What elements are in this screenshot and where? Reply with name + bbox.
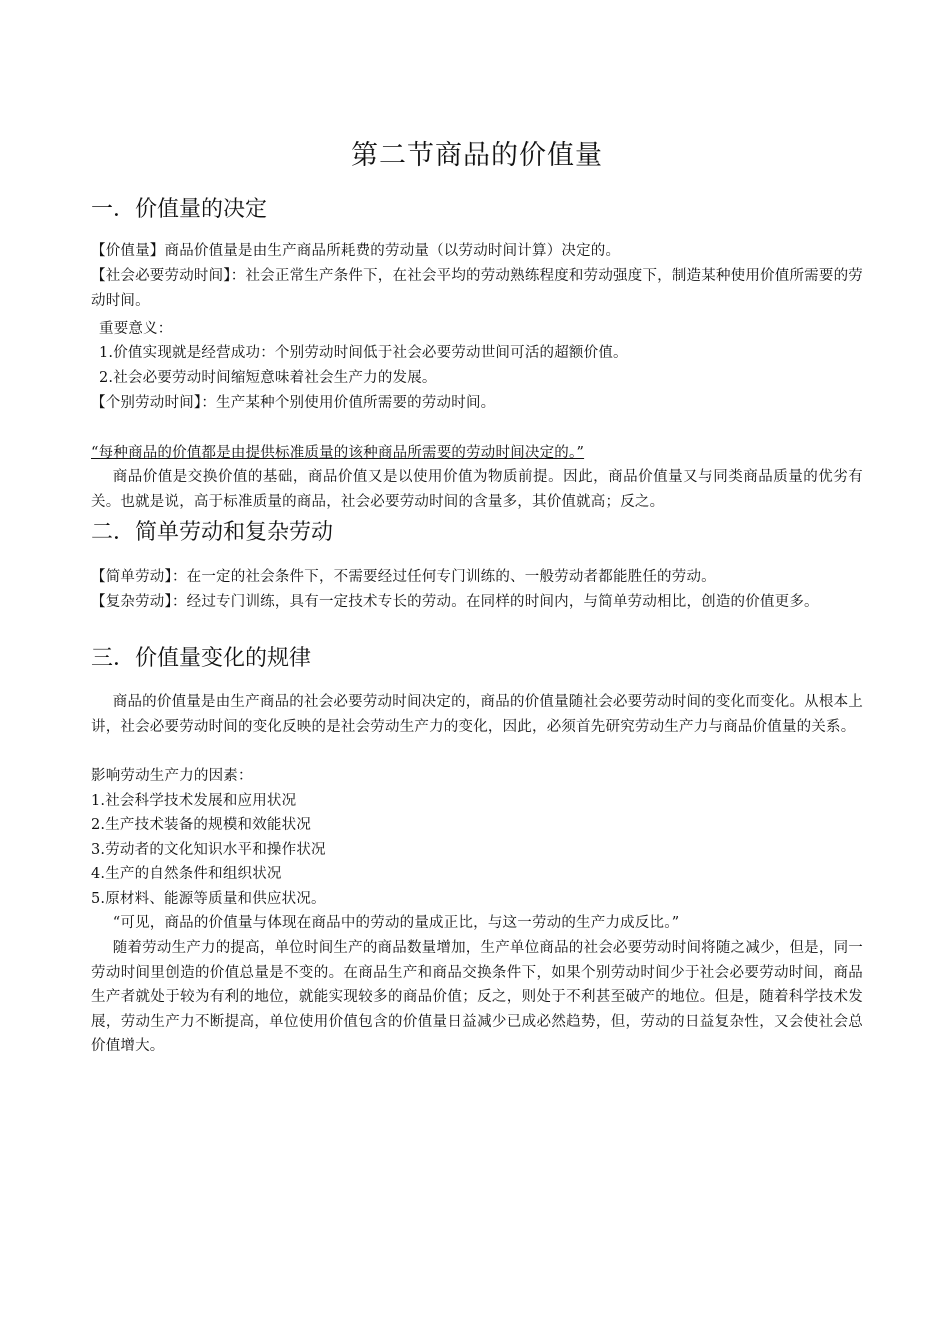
- importance-item-2: 2.社会必要劳动时间缩短意味着社会生产力的发展。: [99, 370, 437, 386]
- section-heading-3: 三．价值量变化的规律: [91, 646, 312, 671]
- factors-title: 影响劳动生产力的因素：: [91, 768, 253, 784]
- factor-item-1: 1.社会科学技术发展和应用状况: [91, 793, 297, 809]
- factor-item-5: 5.原材料、能源等质量和供应状况。: [91, 891, 326, 907]
- paragraph-productivity: 随着劳动生产力的提高，单位时间生产的商品数量增加，生产单位商品的社会必要劳动时间将随之减少，但是，同一劳动时间里创造的价值总量是不变的。在商品生产和商品交换条件下，如果个别劳动时间少于社会必要劳动时间，商品生产者就处于较为有利的地位，就能实现较多的商品价值；反之，则处于不利甚至破产的地位。但是，随着科学技术发展，劳动生产力不断提高，单位使用价值包含的价值量日益减少已成必然趋势，但，劳动的日益复杂性，又会使社会总价值增大。: [91, 940, 863, 1054]
- definition-value-quantity: 【价值量】商品价值量是由生产商品所耗费的劳动量（以劳动时间计算）决定的。: [91, 243, 621, 259]
- factor-item-2: 2.生产技术装备的规模和效能状况: [91, 817, 312, 833]
- importance-item-1: 1.价值实现就是经营成功：个别劳动时间低于社会必要劳动世间可活的超额价值。: [99, 345, 628, 361]
- definition-complex-labor: 【复杂劳动】：经过专门训练，具有一定技术专长的劳动。在同样的时间内，与简单劳动相比，创造的价值更多。: [91, 594, 819, 610]
- definition-individual-time: 【个别劳动时间】：生产某种个别使用价值所需要的劳动时间。: [91, 395, 496, 411]
- importance-label: 重要意义：: [99, 321, 173, 337]
- quote-standard-quality: “每种商品的价值都是由提供标准质量的该种商品所需要的劳动时间决定的。”: [91, 445, 585, 461]
- definition-simple-labor: 【简单劳动】：在一定的社会条件下，不需要经过任何专门训练的、一般劳动者都能胜任的劳动。: [91, 569, 716, 585]
- definition-socially-necessary-time: 【社会必要劳动时间】：社会正常生产条件下，在社会平均的劳动熟练程度和劳动强度下，制造某种使用价值所需要的劳动时间。: [91, 268, 863, 309]
- factor-item-4: 4.生产的自然条件和组织状况: [91, 866, 282, 882]
- page-title: 第二节商品的价值量: [351, 140, 603, 171]
- paragraph-value-change: 商品的价值量是由生产商品的社会必要劳动时间决定的，商品的价值量随社会必要劳动时间的变化而变化。从根本上讲，社会必要劳动时间的变化反映的是社会劳动生产力的变化，因此，必须首先研究劳动生产力与商品价值量的关系。: [91, 694, 863, 735]
- factor-item-3: 3.劳动者的文化知识水平和操作状况: [91, 842, 326, 858]
- quote-proportionality: “可见，商品的价值量与体现在商品中的劳动的量成正比，与这一劳动的生产力成反比。”: [112, 915, 680, 931]
- section-heading-1: 一．价值量的决定: [91, 197, 268, 222]
- paragraph-value-basis: 商品价值是交换价值的基础，商品价值又是以使用价值为物质前提。因此，商品价值量又与同类商品质量的优劣有关。也就是说，高于标准质量的商品，社会必要劳动时间的含量多，其价值就高；反之。: [91, 469, 863, 510]
- section-heading-2: 二．简单劳动和复杂劳动: [91, 520, 334, 545]
